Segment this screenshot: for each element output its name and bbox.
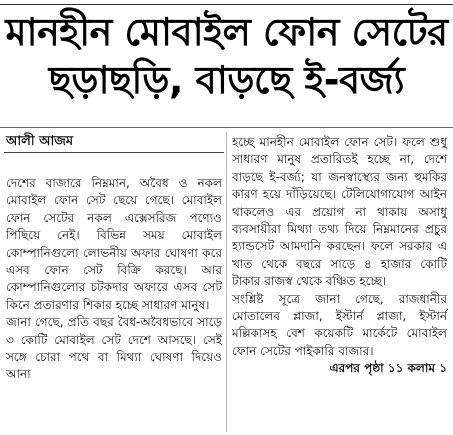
article-column-right [232, 134, 447, 378]
paragraph [232, 291, 447, 376]
top-rule [0, 4, 453, 5]
headline-line-1: মানহীন মোবাইল ফোন সেটের [5, 10, 448, 54]
paragraph: হচ্ছে মানহীন মোবাইল ফোন সেট। ফলে শুধু সাধারণ মানুষ প্রতারিতই হচ্ছে না, দেশে বাড়ছে ই-বর্জ্য; যা জনস্বাস্থ্যের জন্য হুমকির কারণ হয়ে দাঁড়িয়েছে। টেলিযোগাযোগ আইন থাকলেও এর প্রয়োগ না থাকায় অসাধু ব্যবসায়ীরা মিথ্যা তথ্য দিয়ে নিম্নমানের প্রচুর হ্যান্ডসেট আমদানি করছেন। ফলে সরকার এ খাত থেকে বছরে সাড়ে ৪ হাজার কোটি টাকার রাজস্ব থেকে বঞ্চিত হচ্ছে। [232, 135, 447, 289]
paragraph: দেশের বাজারে নিম্নমান, অবৈধ ও নকল মোবাইল ফোন সেট ছেয়ে গেছে। মোবাইল ফোন সেটের নকল এক্সেসরিজ পণ্যেও পিছিয়ে নেই। বিভিন্ন সময় মোবাইল কোম্পানিগুলো লোভনীয় অফার ঘোষণা করে এসব ফোন সেট বিক্রি করছে। আর কোম্পানিগুলোর চটকদার অফারে এসব সেট কিনে প্রতারণার শিকার হচ্ছে সাধারণ মানুষ। [6, 176, 222, 312]
byline-rule [4, 152, 224, 153]
headline-line-2: ছড়াছড়ি, বাড়ছে ই-বর্জ্য [48, 58, 405, 102]
paragraph: জানা গেছে, প্রতি বছর বৈধ-অবৈধভাবে সাড়ে ৩ কোটি মোবাইল সেট দেশে আসছে। সেই সঙ্গে চোরা পথে বা মিথ্যা ঘোষণা দিয়েও আনা [6, 315, 222, 382]
continued-link[interactable]: এরপর পৃষ্ঠা ১১ কলাম ১ [329, 361, 447, 376]
paragraph-text: সংশ্লিষ্ট সূত্রে জানা গেছে, রাজধানীর মোতালেব প্লাজা, ইস্টার্ন প্লাজা, ইস্টার্ন মল্লিকাসহ বেশ কয়েকটি মার্কেটে মোবাইল ফোন সেটের পাইকারি বাজার। [232, 291, 447, 358]
headline [0, 8, 453, 104]
column-divider [226, 132, 227, 432]
byline: আলী আজম [6, 134, 74, 149]
headline-divider [0, 127, 453, 128]
article-column-left [6, 175, 222, 384]
